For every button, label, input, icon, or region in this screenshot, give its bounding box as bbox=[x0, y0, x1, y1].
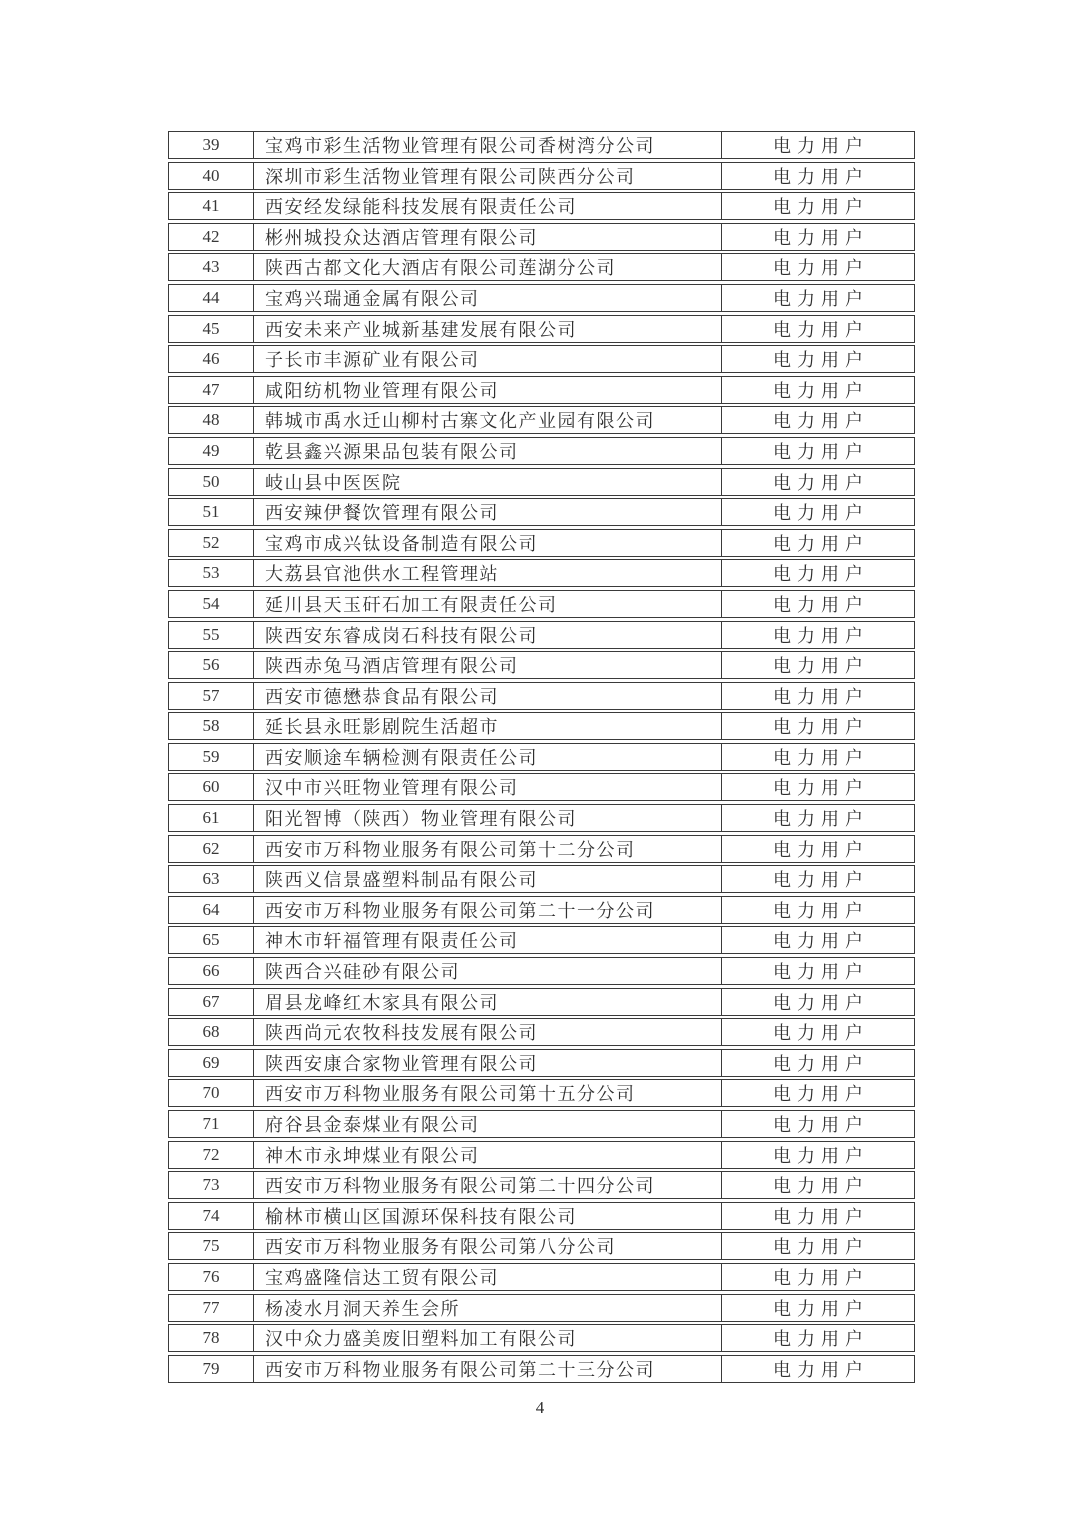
row-number-cell: 60 bbox=[169, 774, 254, 800]
table-row bbox=[168, 621, 915, 649]
user-category-cell: 电力用户 bbox=[773, 1053, 869, 1074]
table-row bbox=[168, 253, 915, 281]
row-number-cell: 68 bbox=[169, 1019, 254, 1045]
company-name-cell: 陕西古都文化大酒店有限公司莲湖分公司 bbox=[254, 254, 722, 280]
table-row bbox=[168, 1263, 915, 1291]
row-number-cell: 59 bbox=[169, 744, 254, 770]
user-category-cell: 电力用户 bbox=[773, 962, 869, 983]
row-number-cell: 57 bbox=[169, 683, 254, 709]
table-row bbox=[168, 743, 915, 771]
row-number-cell: 45 bbox=[169, 316, 254, 342]
company-name-cell: 宝鸡兴瑞通金属有限公司 bbox=[254, 285, 722, 311]
company-name-cell: 神木市永坤煤业有限公司 bbox=[254, 1142, 722, 1168]
company-name-cell: 陕西义信景盛塑料制品有限公司 bbox=[254, 866, 722, 892]
row-number-cell: 41 bbox=[169, 193, 254, 219]
company-name-cell: 西安市德懋恭食品有限公司 bbox=[254, 683, 722, 709]
row-number-cell: 69 bbox=[169, 1050, 254, 1076]
table-row bbox=[168, 682, 915, 710]
table-row bbox=[168, 468, 915, 496]
company-name-cell: 延川县天玉矸石加工有限责任公司 bbox=[254, 591, 722, 617]
row-number-cell: 47 bbox=[169, 377, 254, 403]
table-row bbox=[168, 865, 915, 893]
user-category-cell: 电力用户 bbox=[773, 1176, 869, 1197]
user-category-cell: 电力用户 bbox=[773, 839, 869, 860]
company-name-cell: 咸阳纺机物业管理有限公司 bbox=[254, 377, 722, 403]
user-category-cell: 电力用户 bbox=[773, 1023, 869, 1044]
user-category-cell: 电力用户 bbox=[773, 1084, 869, 1105]
table-row bbox=[168, 651, 915, 679]
table-row bbox=[168, 1018, 915, 1046]
row-number-cell: 74 bbox=[169, 1203, 254, 1229]
company-name-cell: 西安辣伊餐饮管理有限公司 bbox=[254, 499, 722, 525]
user-category-cell: 电力用户 bbox=[773, 1206, 869, 1227]
row-number-cell: 67 bbox=[169, 989, 254, 1015]
table-row bbox=[168, 1324, 915, 1352]
company-name-cell: 宝鸡市成兴钛设备制造有限公司 bbox=[254, 530, 722, 556]
row-number-cell: 39 bbox=[169, 132, 254, 158]
user-category-cell: 电力用户 bbox=[773, 1329, 869, 1350]
row-number-cell: 40 bbox=[169, 163, 254, 189]
table-row bbox=[168, 223, 915, 251]
row-number-cell: 52 bbox=[169, 530, 254, 556]
table-row bbox=[168, 1110, 915, 1138]
company-name-cell: 眉县龙峰红木家具有限公司 bbox=[254, 989, 722, 1015]
company-name-cell: 府谷县金泰煤业有限公司 bbox=[254, 1111, 722, 1137]
row-number-cell: 53 bbox=[169, 560, 254, 586]
user-category-cell: 电力用户 bbox=[773, 350, 869, 371]
table-row bbox=[168, 988, 915, 1016]
user-category-cell: 电力用户 bbox=[773, 686, 869, 707]
table-row bbox=[168, 1049, 915, 1077]
user-category-cell: 电力用户 bbox=[773, 931, 869, 952]
row-number-cell: 61 bbox=[169, 805, 254, 831]
row-number-cell: 70 bbox=[169, 1080, 254, 1106]
company-name-cell: 榆林市横山区国源环保科技有限公司 bbox=[254, 1203, 722, 1229]
user-category-cell: 电力用户 bbox=[773, 472, 869, 493]
user-category-cell: 电力用户 bbox=[773, 594, 869, 615]
table-row bbox=[168, 162, 915, 190]
user-category-cell: 电力用户 bbox=[773, 166, 869, 187]
table-row bbox=[168, 192, 915, 220]
row-number-cell: 44 bbox=[169, 285, 254, 311]
company-name-cell: 陕西安东睿成岗石科技有限公司 bbox=[254, 622, 722, 648]
row-number-cell: 63 bbox=[169, 866, 254, 892]
row-number-cell: 66 bbox=[169, 958, 254, 984]
row-number-cell: 54 bbox=[169, 591, 254, 617]
user-category-cell: 电力用户 bbox=[773, 900, 869, 921]
row-number-cell: 56 bbox=[169, 652, 254, 678]
row-number-cell: 79 bbox=[169, 1356, 254, 1382]
user-category-cell: 电力用户 bbox=[773, 564, 869, 585]
user-category-cell: 电力用户 bbox=[773, 319, 869, 340]
row-number-cell: 62 bbox=[169, 836, 254, 862]
row-number-cell: 46 bbox=[169, 346, 254, 372]
table-row bbox=[168, 957, 915, 985]
row-number-cell: 65 bbox=[169, 927, 254, 953]
table-row bbox=[168, 345, 915, 373]
table-row bbox=[168, 773, 915, 801]
table-row bbox=[168, 1171, 915, 1199]
table-row bbox=[168, 896, 915, 924]
company-name-cell: 陕西合兴硅砂有限公司 bbox=[254, 958, 722, 984]
company-name-cell: 陕西安康合家物业管理有限公司 bbox=[254, 1050, 722, 1076]
company-name-cell: 乾县鑫兴源果品包装有限公司 bbox=[254, 438, 722, 464]
row-number-cell: 49 bbox=[169, 438, 254, 464]
table-row bbox=[168, 1079, 915, 1107]
user-category-cell: 电力用户 bbox=[773, 411, 869, 432]
user-category-cell: 电力用户 bbox=[773, 656, 869, 677]
user-category-cell: 电力用户 bbox=[773, 1145, 869, 1166]
row-number-cell: 78 bbox=[169, 1325, 254, 1351]
table-row bbox=[168, 376, 915, 404]
table-row bbox=[168, 406, 915, 434]
table-row bbox=[168, 437, 915, 465]
user-category-cell: 电力用户 bbox=[773, 441, 869, 462]
table-row bbox=[168, 1355, 915, 1383]
table-row bbox=[168, 1141, 915, 1169]
company-name-cell: 西安经发绿能科技发展有限责任公司 bbox=[254, 193, 722, 219]
table-row bbox=[168, 284, 915, 312]
company-name-cell: 阳光智博（陕西）物业管理有限公司 bbox=[254, 805, 722, 831]
user-category-cell: 电力用户 bbox=[773, 870, 869, 891]
row-number-cell: 50 bbox=[169, 469, 254, 495]
company-name-cell: 宝鸡盛隆信达工贸有限公司 bbox=[254, 1264, 722, 1290]
page-number: 4 bbox=[535, 1398, 545, 1417]
user-category-cell: 电力用户 bbox=[773, 380, 869, 401]
row-number-cell: 76 bbox=[169, 1264, 254, 1290]
row-number-cell: 51 bbox=[169, 499, 254, 525]
company-name-cell: 西安市万科物业服务有限公司第二十四分公司 bbox=[254, 1172, 722, 1198]
row-number-cell: 77 bbox=[169, 1295, 254, 1321]
table-row bbox=[168, 529, 915, 557]
company-name-cell: 西安顺途车辆检测有限责任公司 bbox=[254, 744, 722, 770]
company-name-cell: 杨凌水月洞天养生会所 bbox=[254, 1295, 722, 1321]
company-name-cell: 宝鸡市彩生活物业管理有限公司香树湾分公司 bbox=[254, 132, 722, 158]
company-name-cell: 神木市轩福管理有限责任公司 bbox=[254, 927, 722, 953]
company-name-cell: 彬州城投众达酒店管理有限公司 bbox=[254, 224, 722, 250]
table-row bbox=[168, 1294, 915, 1322]
company-name-cell: 陕西尚元农牧科技发展有限公司 bbox=[254, 1019, 722, 1045]
table-row bbox=[168, 712, 915, 740]
user-category-cell: 电力用户 bbox=[773, 1359, 869, 1380]
company-name-cell: 汉中众力盛美废旧塑料加工有限公司 bbox=[254, 1325, 722, 1351]
user-category-cell: 电力用户 bbox=[773, 747, 869, 768]
company-name-cell: 岐山县中医医院 bbox=[254, 469, 722, 495]
row-number-cell: 73 bbox=[169, 1172, 254, 1198]
user-category-cell: 电力用户 bbox=[773, 717, 869, 738]
user-category-cell: 电力用户 bbox=[773, 1237, 869, 1258]
user-category-cell: 电力用户 bbox=[773, 1298, 869, 1319]
table-row bbox=[168, 804, 915, 832]
table-row bbox=[168, 1232, 915, 1260]
user-category-cell: 电力用户 bbox=[773, 809, 869, 830]
row-number-cell: 75 bbox=[169, 1233, 254, 1259]
table-row bbox=[168, 498, 915, 526]
company-name-cell: 子长市丰源矿业有限公司 bbox=[254, 346, 722, 372]
user-category-cell: 电力用户 bbox=[773, 227, 869, 248]
table-row bbox=[168, 131, 915, 159]
company-table bbox=[168, 131, 915, 1385]
user-category-cell: 电力用户 bbox=[773, 288, 869, 309]
user-category-cell: 电力用户 bbox=[773, 258, 869, 279]
row-number-cell: 55 bbox=[169, 622, 254, 648]
company-name-cell: 西安市万科物业服务有限公司第八分公司 bbox=[254, 1233, 722, 1259]
user-category-cell: 电力用户 bbox=[773, 1267, 869, 1288]
row-number-cell: 64 bbox=[169, 897, 254, 923]
row-number-cell: 71 bbox=[169, 1111, 254, 1137]
company-name-cell: 陕西赤兔马酒店管理有限公司 bbox=[254, 652, 722, 678]
company-name-cell: 西安市万科物业服务有限公司第十五分公司 bbox=[254, 1080, 722, 1106]
company-name-cell: 延长县永旺影剧院生活超市 bbox=[254, 713, 722, 739]
row-number-cell: 43 bbox=[169, 254, 254, 280]
user-category-cell: 电力用户 bbox=[773, 625, 869, 646]
table-row bbox=[168, 926, 915, 954]
table-row bbox=[168, 590, 915, 618]
user-category-cell: 电力用户 bbox=[773, 136, 869, 156]
row-number-cell: 58 bbox=[169, 713, 254, 739]
company-name-cell: 西安市万科物业服务有限公司第二十一分公司 bbox=[254, 897, 722, 923]
user-category-cell: 电力用户 bbox=[773, 503, 869, 524]
company-name-cell: 西安市万科物业服务有限公司第十二分公司 bbox=[254, 836, 722, 862]
user-category-cell: 电力用户 bbox=[773, 533, 869, 554]
company-name-cell: 韩城市禹水迁山柳村古寨文化产业园有限公司 bbox=[254, 407, 722, 433]
row-number-cell: 48 bbox=[169, 407, 254, 433]
user-category-cell: 电力用户 bbox=[773, 197, 869, 218]
row-number-cell: 42 bbox=[169, 224, 254, 250]
table-row bbox=[168, 559, 915, 587]
user-category-cell: 电力用户 bbox=[773, 778, 869, 799]
company-name-cell: 西安未来产业城新基建发展有限公司 bbox=[254, 316, 722, 342]
user-category-cell: 电力用户 bbox=[773, 992, 869, 1013]
company-name-cell: 大荔县官池供水工程管理站 bbox=[254, 560, 722, 586]
row-number-cell: 72 bbox=[169, 1142, 254, 1168]
company-name-cell: 深圳市彩生活物业管理有限公司陕西分公司 bbox=[254, 163, 722, 189]
user-category-cell: 电力用户 bbox=[773, 1115, 869, 1135]
table-row bbox=[168, 835, 915, 863]
company-name-cell: 汉中市兴旺物业管理有限公司 bbox=[254, 774, 722, 800]
table-row bbox=[168, 1202, 915, 1230]
company-name-cell: 西安市万科物业服务有限公司第二十三分公司 bbox=[254, 1356, 722, 1382]
table-row bbox=[168, 315, 915, 343]
